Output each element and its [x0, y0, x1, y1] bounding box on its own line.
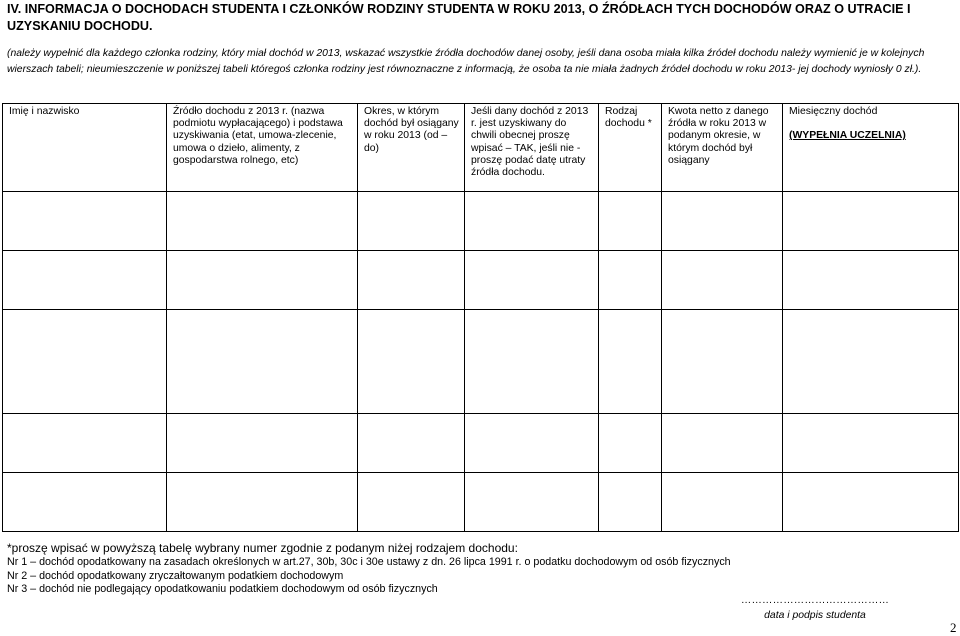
- cell-amount[interactable]: [662, 310, 783, 414]
- cell-monthly[interactable]: [783, 251, 959, 310]
- cell-period[interactable]: [358, 251, 465, 310]
- cell-source[interactable]: [167, 310, 358, 414]
- cell-name[interactable]: [3, 192, 167, 251]
- cell-type[interactable]: [599, 310, 662, 414]
- signature-line: ……………………………………: [740, 595, 890, 606]
- cell-name[interactable]: [3, 251, 167, 310]
- cell-type[interactable]: [599, 473, 662, 532]
- cell-period[interactable]: [358, 192, 465, 251]
- table-row: [3, 192, 959, 251]
- cell-name[interactable]: [3, 473, 167, 532]
- col-header-amount: Kwota netto z danego źródła w roku 2013 w podanym okresie, w którym dochód był osiągany: [662, 104, 783, 192]
- cell-amount[interactable]: [662, 473, 783, 532]
- legend-item: Nr 1 – dochód opodatkowany na zasadach określonych w art.27, 30b, 30c i 30e ustawy z dn. 26 lipca 1991 r. o podatku dochodowym od osób fizycznych: [7, 555, 731, 568]
- table-row: [3, 414, 959, 473]
- cell-type[interactable]: [599, 414, 662, 473]
- table-row: [3, 310, 959, 414]
- cell-monthly[interactable]: [783, 310, 959, 414]
- col-header-source: Źródło dochodu z 2013 r. (nazwa podmiotu wypłacającego) i podstawa uzyskiwania (etat, umowa-zlecenie, umowa o dzieło, alimenty, z gospodarstwa rolnego, etc): [167, 104, 358, 192]
- cell-monthly[interactable]: [783, 473, 959, 532]
- cell-current[interactable]: [465, 414, 599, 473]
- cell-current[interactable]: [465, 251, 599, 310]
- cell-amount[interactable]: [662, 192, 783, 251]
- col-header-current: Jeśli dany dochód z 2013 r. jest uzyskiwany do chwili obecnej proszę wpisać – TAK, jeśli nie - proszę podać datę utraty źródła dochodu.: [465, 104, 599, 192]
- cell-source[interactable]: [167, 251, 358, 310]
- page-number: 2: [950, 620, 957, 635]
- table-row: [3, 473, 959, 532]
- cell-name[interactable]: [3, 414, 167, 473]
- signature-block: [715, 593, 915, 623]
- income-table: [2, 103, 959, 532]
- col-header-name: Imię i nazwisko: [3, 104, 167, 192]
- instructions-text: (należy wypełnić dla każdego członka rodziny, który miał dochód w 2013, wskazać wszystkie źródła dochodów danej osoby, jeśli dana osoba miała kilka źródeł dochodu należy wymienić je w kolejnych wierszach tabeli; nieumieszczenie w poniższej tabeli któregoś członka rodziny jest równoznaczne z informacją, że osoba ta nie miała żadnych źródeł dochodu w roku 2013- jej dochody wyniosły 0 zł.).: [7, 48, 925, 75]
- cell-monthly[interactable]: [783, 414, 959, 473]
- cell-source[interactable]: [167, 414, 358, 473]
- cell-type[interactable]: [599, 251, 662, 310]
- cell-amount[interactable]: [662, 251, 783, 310]
- table-row: [3, 251, 959, 310]
- cell-name[interactable]: [3, 310, 167, 414]
- section-heading: IV. INFORMACJA O DOCHODACH STUDENTA I CZŁONKÓW RODZINY STUDENTA W ROKU 2013, O ŹRÓDŁACH TYCH DOCHODÓW ORAZ O UTRACIE I UZYSKANIU DOCHODU.: [7, 2, 911, 33]
- cell-current[interactable]: [465, 473, 599, 532]
- cell-amount[interactable]: [662, 414, 783, 473]
- legend-item: Nr 2 – dochód opodatkowany zryczałtowanym podatkiem dochodowym: [7, 569, 344, 582]
- cell-monthly[interactable]: [783, 192, 959, 251]
- col-header-monthly: Miesięczny dochód (WYPEŁNIA UCZELNIA): [783, 104, 959, 192]
- legend-item: Nr 3 – dochód nie podlegający opodatkowaniu podatkiem dochodowym od osób fizycznych: [7, 583, 438, 596]
- income-type-legend: [7, 542, 947, 597]
- cell-type[interactable]: [599, 192, 662, 251]
- cell-period[interactable]: [358, 414, 465, 473]
- cell-current[interactable]: [465, 310, 599, 414]
- cell-current[interactable]: [465, 192, 599, 251]
- cell-period[interactable]: [358, 473, 465, 532]
- col-header-period: Okres, w którym dochód był osiągany w roku 2013 (od – do): [358, 104, 465, 192]
- cell-period[interactable]: [358, 310, 465, 414]
- cell-source[interactable]: [167, 192, 358, 251]
- signature-label: data i podpis studenta: [764, 610, 866, 621]
- table-header-row: [3, 104, 959, 192]
- university-fill-note: (WYPEŁNIA UCZELNIA): [789, 130, 906, 142]
- col-header-type: Rodzaj dochodu *: [599, 104, 662, 192]
- cell-source[interactable]: [167, 473, 358, 532]
- legend-lead: *proszę wpisać w powyższą tabelę wybrany numer zgodnie z podanym niżej rodzajem dochodu:: [7, 541, 518, 555]
